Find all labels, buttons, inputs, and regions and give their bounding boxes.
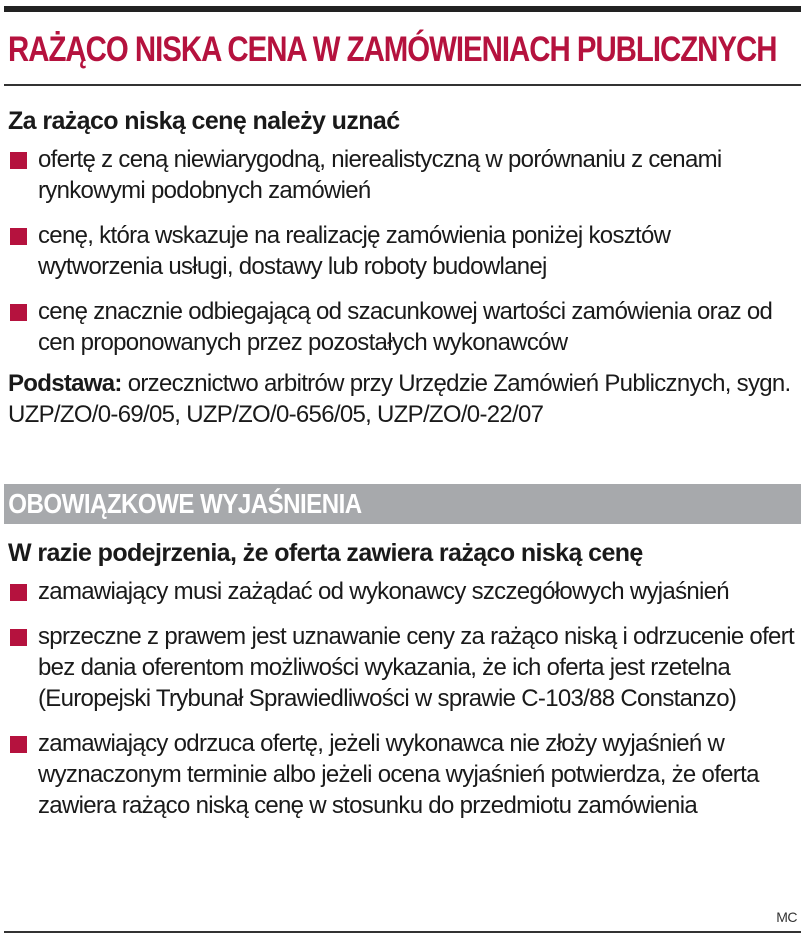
- list-item-text: zamawiający odrzuca ofertę, jeżeli wykonawca nie złoży wyjaśnień w wyznaczonym terminie albo jeżeli ocena wyjaśnień potwierdza, że oferta zawiera rażąco niską cenę w stosunku do przedmiotu zamówienia: [38, 730, 759, 819]
- source-text: orzecznictwo arbitrów przy Urzędzie Zamówień Publicznych, sygn. UZP/ZO/0-69/05, UZP/ZO/0-656/05, UZP/ZO/0-22/07: [8, 370, 791, 428]
- list-item-text: zamawiający musi zażądać od wykonawcy szczegółowych wyjaśnień: [38, 578, 729, 605]
- list-item-text: cenę znacznie odbiegającą od szacunkowej wartości zamówienia oraz od cen proponowanych przez pozostałych wykonawców: [38, 298, 773, 356]
- list-item-text: sprzeczne z prawem jest uznawanie ceny za rażąco niską i odrzucenie ofert bez dania oferentom możliwości wykazania, że ich oferta jest rzetelna (Europejski Trybunał Sprawiedliwości w sprawie C-103/88 Constanzo): [38, 623, 794, 712]
- title-divider: [4, 84, 801, 86]
- page-title: RAŻĄCO NISKA CENA W ZAMÓWIENIACH PUBLICZNYCH: [8, 30, 777, 69]
- source-note: [8, 368, 798, 430]
- list-item: [8, 576, 798, 607]
- explanations-lead: W razie podejrzenia, że oferta zawiera rażąco niską cenę: [8, 539, 643, 567]
- explanations-section: [8, 538, 798, 835]
- list-item: [8, 621, 798, 714]
- section-header: [4, 484, 801, 524]
- criteria-list: [8, 144, 798, 358]
- top-rule: [4, 6, 801, 12]
- author-credit: MC: [776, 909, 797, 925]
- section-header-label: OBOWIĄZKOWE WYJAŚNIENIA: [8, 488, 362, 519]
- square-bullet-icon: [10, 629, 27, 646]
- criteria-section: [8, 106, 798, 430]
- list-item-text: cenę, która wskazuje na realizację zamówienia poniżej kosztów wytworzenia usługi, dostawy lub roboty budowlanej: [38, 222, 671, 280]
- square-bullet-icon: [10, 584, 27, 601]
- list-item: [8, 296, 798, 358]
- list-item: [8, 220, 798, 282]
- criteria-lead: Za rażąco niską cenę należy uznać: [8, 107, 400, 135]
- list-item-text: ofertę z ceną niewiarygodną, nierealistyczną w porównaniu z cenami rynkowymi podobnych zamówień: [38, 146, 722, 204]
- square-bullet-icon: [10, 152, 27, 169]
- square-bullet-icon: [10, 228, 27, 245]
- square-bullet-icon: [10, 736, 27, 753]
- explanations-list: [8, 576, 798, 821]
- square-bullet-icon: [10, 304, 27, 321]
- bottom-rule: [4, 931, 801, 933]
- list-item: [8, 728, 798, 821]
- source-label: Podstawa:: [8, 370, 122, 397]
- list-item: [8, 144, 798, 206]
